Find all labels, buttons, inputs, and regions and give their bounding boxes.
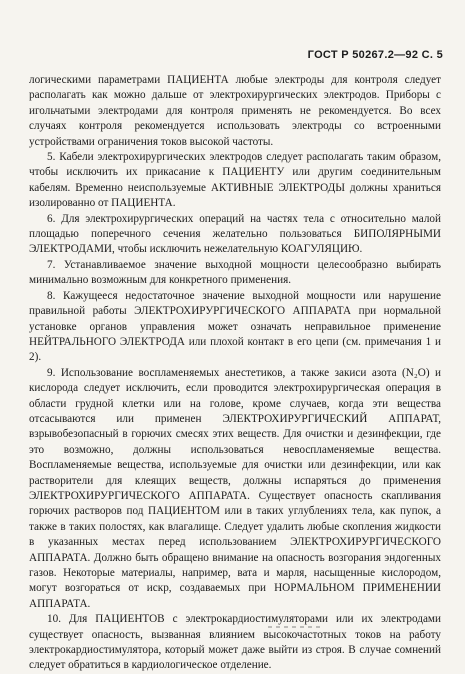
scan-ink-mark	[268, 626, 322, 628]
paragraph-item-8: 8. Кажущееся недостаточное значение выходной мощности или нарушение правильной работы ЭЛЕКТРОХИРУРГИЧЕСКОГО АППАРАТА при нормальной установке органов управления может означать неправильное применение НЕЙТРАЛЬНОГО ЭЛЕКТРОДА или плохой контакт в его цепи (см. примечания 1 и 2).	[29, 289, 441, 364]
paragraph-item-6: 6. Для электрохирургических операций на частях тела с относительно малой площадью поперечного сечения желательно пользоваться БИПОЛЯРНЫМИ ЭЛЕКТРОДАМИ, чтобы исключить нежелательную КОАГУЛЯЦИЮ.	[29, 212, 441, 256]
body-text	[29, 73, 441, 674]
paragraph-item-9: 9. Использование воспламеняемых анестетиков, а также закиси азота (N₂O) и кислорода следует исключить, если проводится электрохирургическая операция в области грудной клетки или на голове, кроме случаев, когда эти вещества отсасываются или применен ЭЛЕКТРОХИРУРГИЧЕСКИЙ АППАРАТ, взрывобезопасный в горючих смесях этих веществ. Для очистки и дезинфекции, где это возможно, должны использоваться невоспламеняемые вещества. Воспламеняемые вещества, используемые для очистки или дезинфекции, или как растворители для клеящих веществ, должны испаряться до применения ЭЛЕКТРОХИРУРГИЧЕСКОГО АППАРАТА. Существует опасность скапливания горючих растворов под ПАЦИЕНТОМ или в таких углублениях тела, как пупок, а также в таких полостях, как влагалище. Следует удалить любые скопления жидкости в указанных местах перед использованием ЭЛЕКТРОХИРУРГИЧЕСКОГО АППАРАТА. Должно быть обращено внимание на опасность возгорания эндогенных газов. Некоторые материалы, например, вата и марля, насыщенные кислородом, могут возгораться от искр, создаваемых при НОРМАЛЬНОМ ПРИМЕНЕНИИ АППАРАТА.	[29, 366, 441, 610]
paragraph-item-5: 5. Кабели электрохирургических электродов следует располагать таким образом, чтобы исключить их прикасание к ПАЦИЕНТУ или другим соединительным кабелям. Временно неиспользуемые АКТИВНЫЕ ЭЛЕКТРОДЫ должны храниться изолированно от ПАЦИЕНТА.	[29, 151, 441, 210]
paragraph-item-7: 7. Устанавливаемое значение выходной мощности целесообразно выбирать минимально возможным для конкретного применения.	[29, 258, 441, 287]
paragraph-continuation: логическими параметрами ПАЦИЕНТА любые электроды для контроля следует располагать как можно дальше от электрохирургических электродов. Приборы с игольчатыми электродами для контроля применять не рекомендуется. Во всех случаях контроля рекомендуется использовать электроды со встроенными устройствами ограничения токов высокой частоты.	[29, 74, 441, 148]
running-header: ГОСТ Р 50267.2—92 С. 5	[307, 49, 443, 61]
paragraph-item-10: 10. Для ПАЦИЕНТОВ с электрокардиостимуляторами или их электродами существует опасность, вызванная влиянием высокочастотных токов на работу электрокардиостимулятора, который может даже выйти из строя. В случае сомнений следует обратиться в кардиологическое отделение.	[29, 613, 441, 672]
